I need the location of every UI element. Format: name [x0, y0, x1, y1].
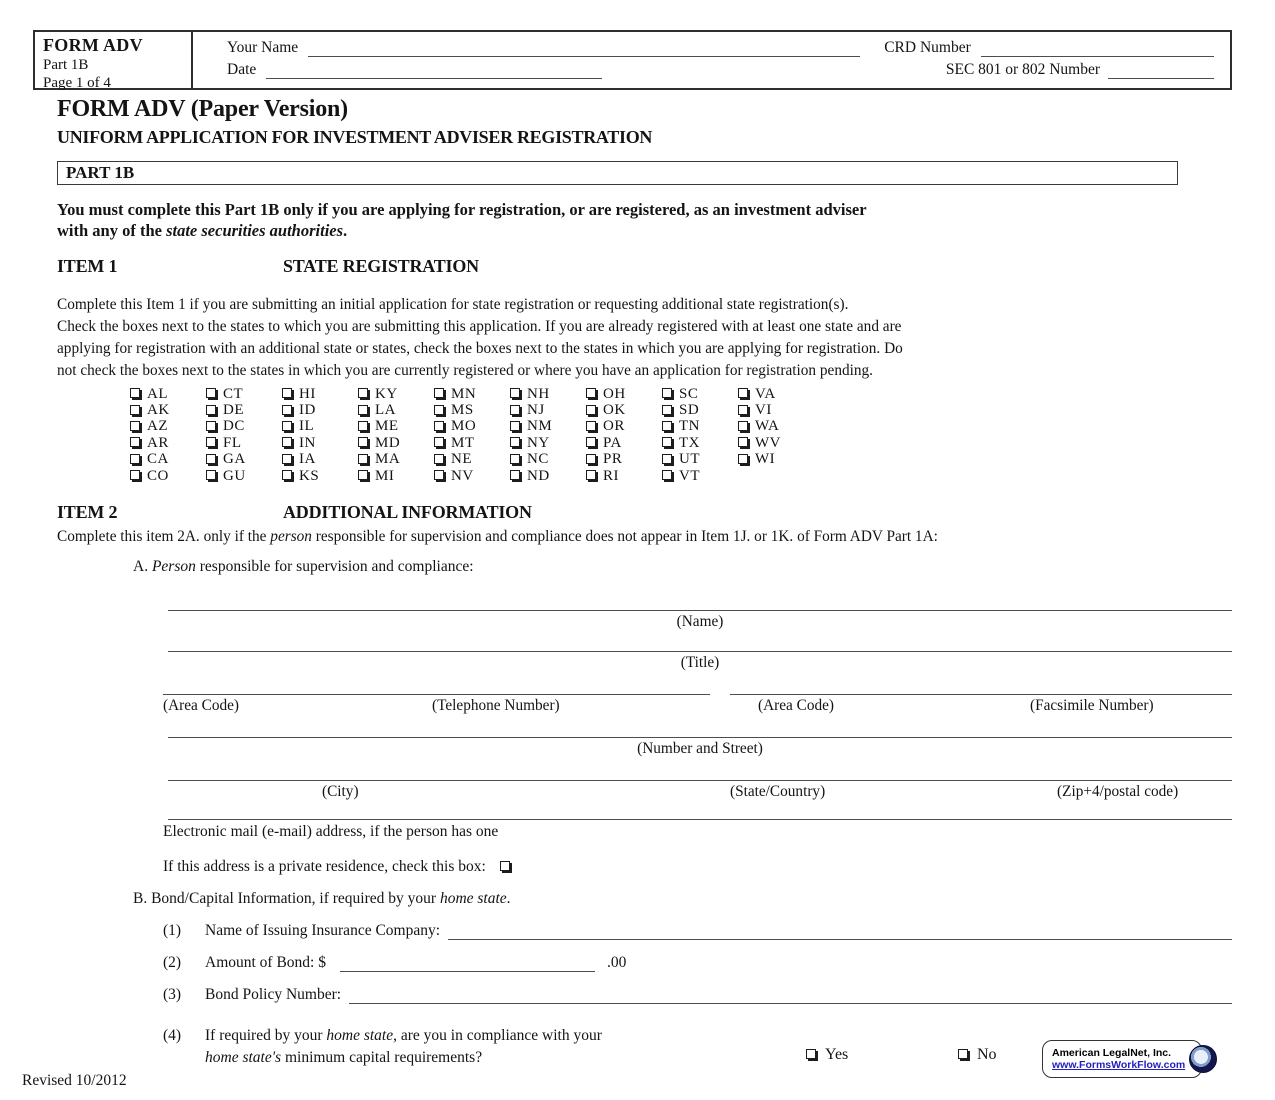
intro-paragraph [57, 199, 867, 241]
state-checkbox-option[interactable] [281, 452, 357, 468]
checkbox-icon[interactable] [662, 454, 672, 464]
checkbox-icon[interactable] [206, 421, 216, 431]
state-checkbox-option[interactable] [433, 435, 509, 451]
bond-policy-number: (3) [163, 986, 182, 1003]
state-code-label: MI [375, 467, 395, 484]
bond-amount-row [163, 954, 1232, 972]
checkbox-icon[interactable] [206, 405, 216, 415]
state-checkbox-option[interactable] [737, 435, 813, 451]
state-code-label: AZ [147, 418, 168, 435]
state-code-label: IA [299, 451, 316, 468]
state-checkbox-option[interactable] [737, 402, 813, 418]
state-code-label: VT [679, 467, 700, 484]
checkbox-icon[interactable] [358, 405, 368, 415]
state-checkbox-option[interactable] [509, 435, 585, 451]
checkbox-icon[interactable] [738, 437, 748, 447]
zip-field-label: (Zip+4/postal code) [1057, 783, 1179, 800]
state-checkbox-option[interactable] [129, 402, 205, 418]
state-checkbox-option[interactable] [585, 386, 661, 402]
street-field-label: (Number and Street) [637, 740, 763, 757]
header-fields [193, 32, 1230, 88]
checkbox-icon[interactable] [662, 437, 672, 447]
telephone-input-line[interactable] [163, 694, 710, 695]
no-checkbox-icon[interactable] [958, 1049, 968, 1059]
part-1b-banner: PART 1B [57, 161, 1178, 185]
checkbox-icon[interactable] [738, 405, 748, 415]
state-checkbox-option[interactable] [281, 468, 357, 484]
checkbox-icon[interactable] [586, 388, 596, 398]
bond-company-label: Name of Issuing Insurance Company: [205, 922, 441, 939]
state-code-label: UT [679, 451, 700, 468]
bond-amount-number: (2) [163, 954, 182, 971]
telephone-number-label: (Telephone Number) [432, 697, 560, 714]
private-residence-row [163, 858, 517, 876]
date-input-line[interactable] [266, 65, 602, 79]
state-code-label: LA [375, 402, 396, 419]
checkbox-icon[interactable] [434, 388, 444, 398]
bond-policy-label: Bond Policy Number: [205, 986, 342, 1003]
state-checkbox-option[interactable] [281, 386, 357, 402]
bond-policy-input-line[interactable] [349, 990, 1232, 1004]
checkbox-icon[interactable] [510, 470, 520, 480]
crd-number-label: CRD Number [884, 39, 971, 57]
checkbox-icon[interactable] [738, 421, 748, 431]
state-checkbox-option[interactable] [357, 402, 433, 418]
item2-instructions: Complete this item 2A. only if the person responsible for supervision and compliance does not appear in Item 1J. or 1K. of Form ADV Part 1A: [57, 528, 938, 545]
item1-title: STATE REGISTRATION [283, 256, 479, 276]
facsimile-number-label: (Facsimile Number) [1030, 697, 1154, 714]
state-checkbox-option[interactable] [357, 386, 433, 402]
intro-line-1: You must complete this Part 1B only if you are applying for registration, or are registered, as an investment adviser [57, 200, 867, 219]
state-checkbox-option[interactable] [433, 419, 509, 435]
state-code-label: MT [451, 434, 475, 451]
state-code-label: IN [299, 434, 316, 451]
state-checkbox-option[interactable] [585, 468, 661, 484]
state-checkbox-grid [129, 386, 813, 484]
checkbox-icon[interactable] [206, 437, 216, 447]
area-code-label-2: (Area Code) [758, 697, 835, 714]
yes-label: Yes [825, 1046, 849, 1063]
state-checkbox-option[interactable] [281, 402, 357, 418]
state-checkbox-option[interactable] [205, 419, 281, 435]
state-checkbox-option[interactable] [205, 386, 281, 402]
state-checkbox-option[interactable] [661, 468, 737, 484]
state-code-label: SD [679, 402, 700, 419]
state-checkbox-option[interactable] [129, 452, 205, 468]
item1-label: ITEM 1 [57, 256, 118, 276]
state-code-label: MS [451, 402, 474, 419]
name-input-line[interactable] [168, 610, 1232, 611]
state-code-label: VI [755, 402, 772, 419]
state-code-label: NJ [527, 402, 545, 419]
state-checkbox-option[interactable] [661, 435, 737, 451]
state-code-label: OK [603, 402, 626, 419]
item2-label: ITEM 2 [57, 502, 118, 522]
state-checkbox-option[interactable] [281, 435, 357, 451]
formsworkflow-link[interactable]: www.FormsWorkFlow.com [1052, 1059, 1186, 1071]
checkbox-icon[interactable] [206, 388, 216, 398]
state-checkbox-option[interactable] [129, 419, 205, 435]
checkbox-icon[interactable] [282, 421, 292, 431]
state-code-label: TX [679, 434, 700, 451]
item2-heading [57, 502, 532, 523]
checkbox-icon[interactable] [586, 470, 596, 480]
checkbox-icon[interactable] [434, 454, 444, 464]
checkbox-icon[interactable] [206, 454, 216, 464]
state-checkbox-option[interactable] [585, 419, 661, 435]
state-code-label: KS [299, 467, 320, 484]
title-field-label: (Title) [680, 654, 720, 671]
state-code-label: KY [375, 385, 398, 402]
street-input-line[interactable] [168, 737, 1232, 738]
state-checkbox-option[interactable] [205, 435, 281, 451]
form-id-cell [35, 32, 193, 91]
sec-number-label: SEC 801 or 802 Number [945, 60, 1100, 78]
state-checkbox-option[interactable] [737, 419, 813, 435]
yes-option[interactable] [806, 1046, 848, 1064]
checkbox-icon[interactable] [662, 388, 672, 398]
state-code-label: MD [375, 434, 401, 451]
revised-date: Revised 10/2012 [22, 1072, 127, 1089]
state-checkbox-option[interactable] [357, 452, 433, 468]
legalnet-logo-box [1042, 1040, 1202, 1078]
city-field-label: (City) [322, 783, 359, 800]
state-code-label: OR [603, 418, 625, 435]
your-name-input-line[interactable] [308, 43, 860, 57]
state-code-label: SC [679, 385, 699, 402]
checkbox-icon[interactable] [130, 421, 140, 431]
capital-compliance-row [163, 1025, 823, 1069]
checkbox-icon[interactable] [510, 388, 520, 398]
state-code-label: AK [147, 402, 170, 419]
facsimile-input-line[interactable] [730, 694, 1232, 695]
state-code-label: ME [375, 418, 399, 435]
checkbox-icon[interactable] [282, 454, 292, 464]
checkbox-icon[interactable] [662, 470, 672, 480]
state-code-label: DE [223, 402, 244, 419]
checkbox-icon[interactable] [510, 437, 520, 447]
page-subtitle: UNIFORM APPLICATION FOR INVESTMENT ADVISER REGISTRATION [57, 127, 653, 147]
bond-amount-label: Amount of Bond: $ [205, 954, 326, 971]
your-name-label: Your Name [227, 39, 299, 57]
checkbox-icon[interactable] [130, 454, 140, 464]
state-code-label: PR [603, 451, 623, 468]
no-option[interactable] [958, 1046, 997, 1064]
no-label: No [977, 1046, 997, 1063]
checkbox-icon[interactable] [130, 437, 140, 447]
checkbox-icon[interactable] [282, 388, 292, 398]
form-part: Part 1B [43, 57, 89, 73]
checkbox-icon[interactable] [358, 454, 368, 464]
state-code-label: PA [603, 434, 622, 451]
state-code-label: IL [299, 418, 315, 435]
state-code-label: CO [147, 467, 169, 484]
checkbox-icon[interactable] [358, 421, 368, 431]
checkbox-icon[interactable] [434, 437, 444, 447]
bond-amount-input-line[interactable] [340, 958, 595, 972]
state-code-label: RI [603, 467, 619, 484]
checkbox-icon[interactable] [282, 405, 292, 415]
state-checkbox-option[interactable] [205, 402, 281, 418]
state-checkbox-option[interactable] [433, 468, 509, 484]
private-residence-checkbox[interactable] [500, 861, 510, 871]
item2-title: ADDITIONAL INFORMATION [283, 502, 532, 522]
state-checkbox-option[interactable] [585, 452, 661, 468]
bond-company-number: (1) [163, 922, 182, 939]
checkbox-icon[interactable] [130, 470, 140, 480]
checkbox-icon[interactable] [510, 421, 520, 431]
state-code-label: HI [299, 385, 316, 402]
checkbox-icon[interactable] [358, 388, 368, 398]
state-checkbox-option[interactable] [433, 386, 509, 402]
state-code-label: GA [223, 451, 246, 468]
state-checkbox-option[interactable] [357, 468, 433, 484]
state-code-label: MO [451, 418, 477, 435]
state-code-label: OH [603, 385, 626, 402]
checkbox-icon[interactable] [738, 454, 748, 464]
section-b-heading: B. Bond/Capital Information, if required by your home state. [133, 890, 511, 907]
state-code-label: ID [299, 402, 316, 419]
state-checkbox-option[interactable] [281, 419, 357, 435]
checkbox-icon[interactable] [434, 421, 444, 431]
checkbox-icon[interactable] [130, 388, 140, 398]
state-checkbox-option[interactable] [509, 386, 585, 402]
state-checkbox-option[interactable] [205, 452, 281, 468]
state-checkbox-option[interactable] [509, 452, 585, 468]
capital-compliance-question: If required by your home state, are you in compliance with your home state's minimum capital requirements? [205, 1027, 602, 1066]
state-code-label: VA [755, 385, 776, 402]
checkbox-icon[interactable] [358, 437, 368, 447]
state-checkbox-option[interactable] [205, 468, 281, 484]
page-title: FORM ADV (Paper Version) [57, 96, 348, 122]
name-field-label: (Name) [676, 613, 724, 630]
legalnet-globe-icon [1189, 1045, 1217, 1073]
checkbox-icon[interactable] [434, 470, 444, 480]
yes-checkbox-icon[interactable] [806, 1049, 816, 1059]
state-country-field-label: (State/Country) [730, 783, 826, 800]
checkbox-icon[interactable] [586, 437, 596, 447]
title-input-line[interactable] [168, 651, 1232, 652]
state-code-label: WV [755, 434, 781, 451]
page-header-box [33, 30, 1232, 90]
state-checkbox-option[interactable] [129, 435, 205, 451]
state-code-label: AR [147, 434, 169, 451]
checkbox-icon[interactable] [662, 421, 672, 431]
state-checkbox-option[interactable] [129, 386, 205, 402]
form-name: FORM ADV [43, 35, 143, 55]
state-checkbox-option[interactable] [357, 419, 433, 435]
email-note: Electronic mail (e-mail) address, if the person has one [163, 823, 499, 840]
state-checkbox-option[interactable] [661, 419, 737, 435]
state-code-label: NV [451, 467, 474, 484]
state-code-label: WI [755, 451, 776, 468]
state-checkbox-option[interactable] [433, 402, 509, 418]
checkbox-icon[interactable] [662, 405, 672, 415]
form-page-number: Page 1 of 4 [43, 75, 111, 91]
checkbox-icon[interactable] [510, 454, 520, 464]
checkbox-icon[interactable] [510, 405, 520, 415]
bond-amount-suffix: .00 [607, 954, 627, 971]
state-checkbox-option[interactable] [509, 468, 585, 484]
intro-line-2: with any of the state securities authorities. [57, 221, 348, 240]
state-checkbox-option[interactable] [357, 435, 433, 451]
state-code-label: GU [223, 467, 246, 484]
state-checkbox-option[interactable] [509, 419, 585, 435]
state-code-label: NE [451, 451, 472, 468]
checkbox-icon[interactable] [586, 405, 596, 415]
state-checkbox-option[interactable] [509, 402, 585, 418]
state-checkbox-option[interactable] [585, 402, 661, 418]
item1-heading [57, 256, 479, 277]
crd-number-input-line[interactable] [981, 43, 1214, 57]
bond-company-row [163, 922, 1232, 940]
capital-compliance-number: (4) [163, 1027, 182, 1044]
state-code-label: NM [527, 418, 553, 435]
state-code-label: CT [223, 385, 244, 402]
state-code-label: NY [527, 434, 550, 451]
state-code-label: MN [451, 385, 477, 402]
legalnet-company-name: American LegalNet, Inc. [1052, 1047, 1172, 1059]
checkbox-icon[interactable] [282, 470, 292, 480]
state-code-label: TN [679, 418, 700, 435]
state-checkbox-option[interactable] [585, 435, 661, 451]
state-checkbox-option[interactable] [661, 452, 737, 468]
checkbox-icon[interactable] [586, 454, 596, 464]
checkbox-icon[interactable] [738, 388, 748, 398]
item1-instructions: Complete this Item 1 if you are submitting an initial application for state registration or requesting additional state registration(s). Check the boxes next to the states to which you are submitting this application. If you are already registered with at least one state and are applying for registration with an additional state or states, check the boxes next to the states in which you are applying for registration. Do not check the boxes next to the states in which you are currently registered or where you have an application for registration pending. [57, 296, 903, 379]
state-code-label: CA [147, 451, 169, 468]
checkbox-icon[interactable] [282, 437, 292, 447]
state-checkbox-option[interactable] [737, 452, 813, 468]
state-code-label: NH [527, 385, 550, 402]
state-code-label: ND [527, 467, 550, 484]
state-code-label: FL [223, 434, 242, 451]
state-checkbox-option[interactable] [737, 386, 813, 402]
state-checkbox-option[interactable] [661, 386, 737, 402]
state-code-label: AL [147, 385, 168, 402]
state-code-label: DC [223, 418, 245, 435]
state-checkbox-option[interactable] [661, 402, 737, 418]
checkbox-icon[interactable] [434, 405, 444, 415]
bond-policy-row [163, 986, 1232, 1004]
checkbox-icon[interactable] [206, 470, 216, 480]
checkbox-icon[interactable] [358, 470, 368, 480]
state-code-label: NC [527, 451, 549, 468]
state-code-label: MA [375, 451, 401, 468]
bond-company-input-line[interactable] [448, 926, 1232, 940]
state-checkbox-option[interactable] [129, 468, 205, 484]
email-input-line[interactable] [168, 819, 1232, 820]
private-residence-note: If this address is a private residence, check this box: [163, 858, 486, 875]
section-a-heading: A. Person responsible for supervision and compliance: [133, 558, 474, 575]
area-code-label-1: (Area Code) [163, 697, 240, 714]
date-label: Date [227, 60, 257, 78]
state-code-label: WA [755, 418, 780, 435]
sec-number-input-line[interactable] [1108, 65, 1214, 79]
checkbox-icon[interactable] [130, 405, 140, 415]
checkbox-icon[interactable] [586, 421, 596, 431]
city-state-zip-input-line[interactable] [168, 780, 1232, 781]
state-checkbox-option[interactable] [433, 452, 509, 468]
